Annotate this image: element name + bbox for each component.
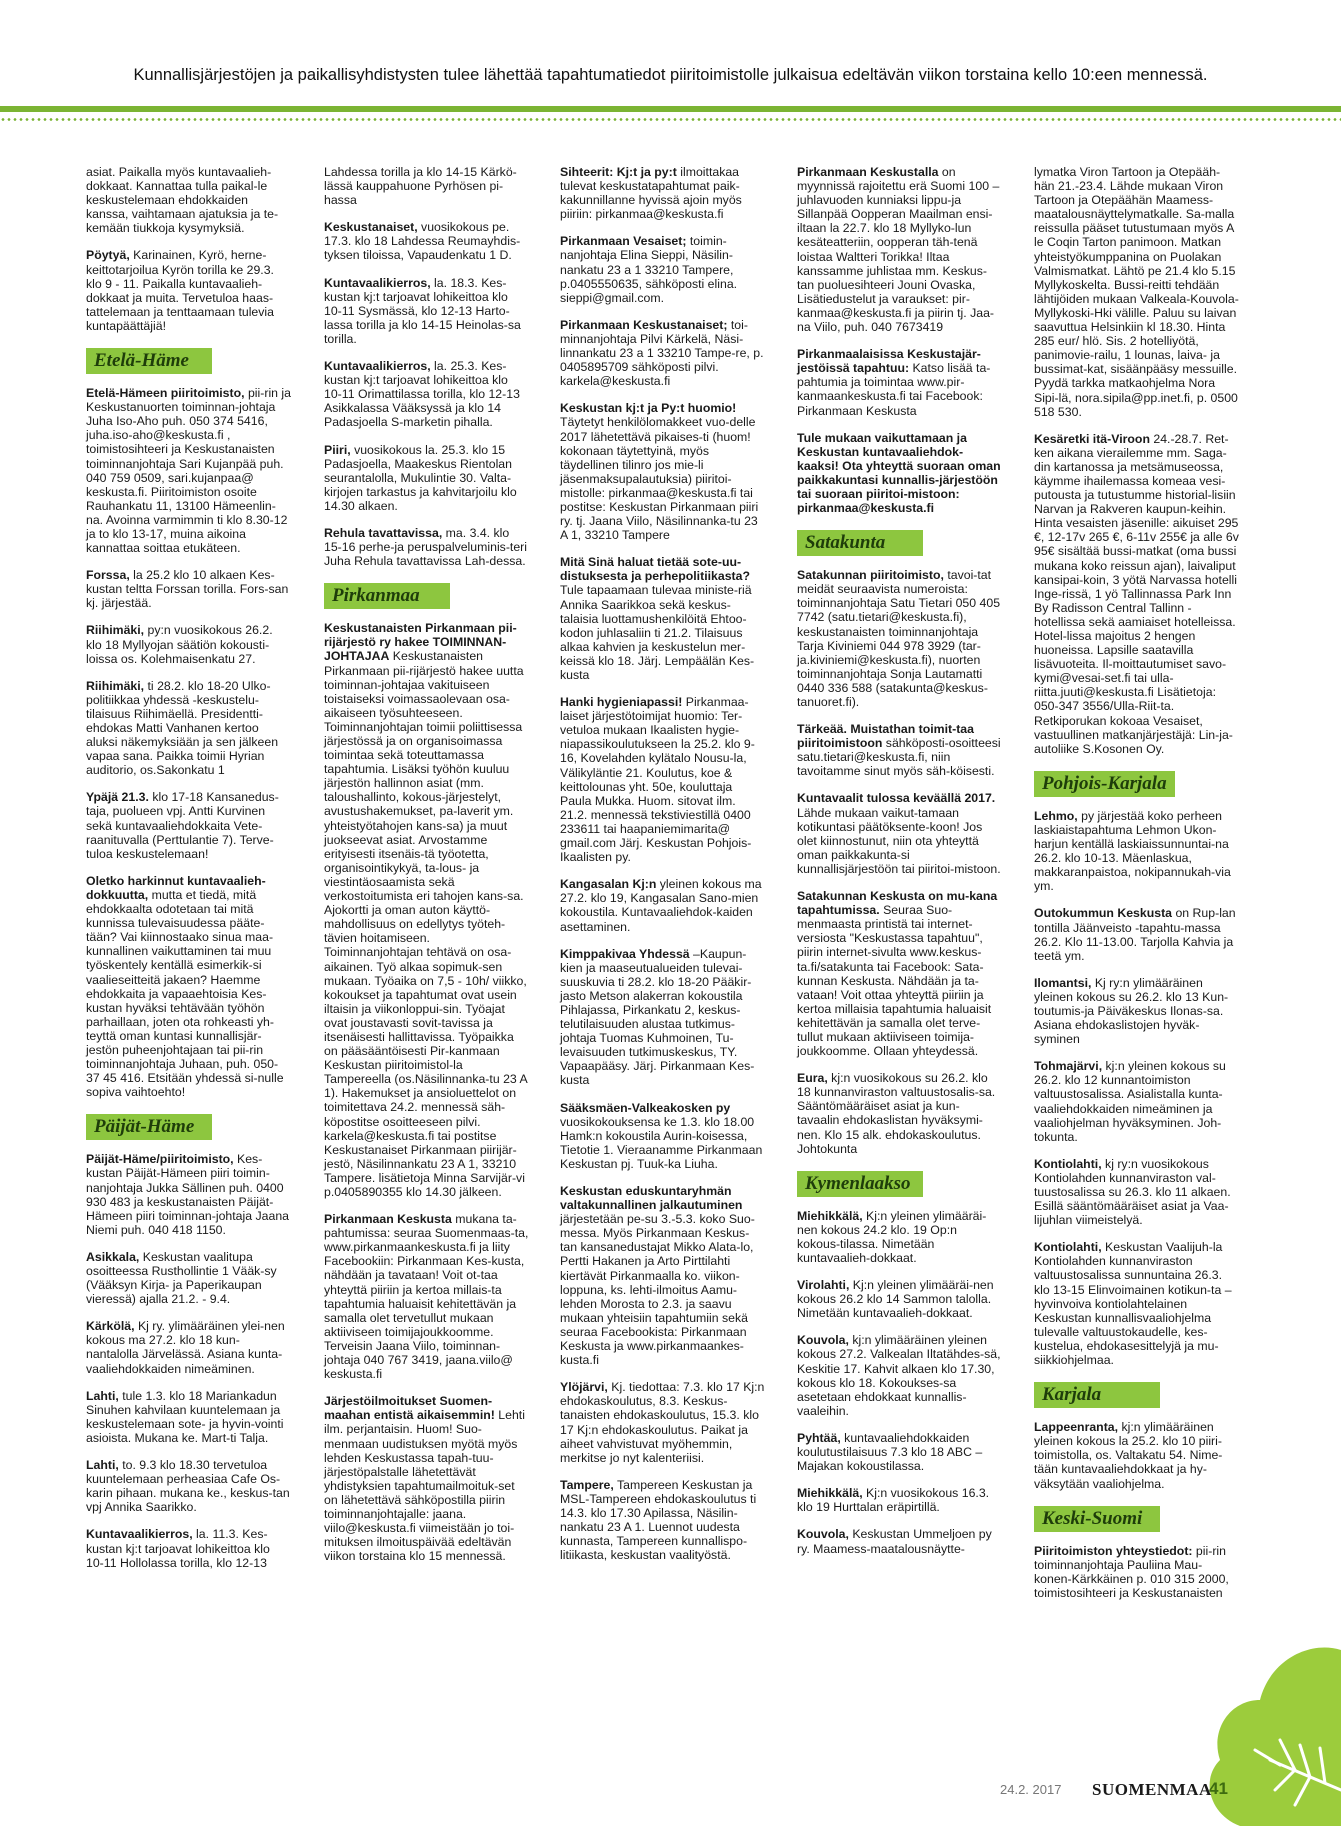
announcement-body: Tampereen Keskustan ja MSL-Tampereen ehdokaskoulutus ti 14.3. klo 17.30 Apilassa, Näsilin-nankatu 23 A 1. Luennot uudesta kunnasta, Tampereen kunnallispo-litiikasta, keskustan vaalityöstä. — [560, 1477, 757, 1563]
announcement-item — [797, 791, 1002, 876]
announcement-item — [324, 165, 529, 207]
announcement-item — [1034, 1059, 1239, 1144]
announcement-body: vuosikokous pe. 17.3. klo 18 Lahdessa Reumayhdis-tyksen tiloissa, Vapaudenkatu 1 D. — [324, 220, 521, 263]
announcement-lead: Satakunnan Keskusta on mu-kana tapahtumissa. — [797, 889, 998, 918]
announcement-body: Kj ry:n ylimääräinen yleinen kokous su 26.2. klo 13 Kun-toutumis-ja Päiväkeskus Ilonas-sa. Asiana ehdokaslistojen hyväk-syminen — [1034, 975, 1229, 1047]
announcement-lead: Eura, — [797, 1071, 828, 1086]
dotted-rule — [0, 118, 1341, 121]
announcement-body: 24.-28.7. Ret-ken aikana vierailemme mm. Saga-din kartanossa ja metsämuseossa, käymme ihailemassa komeaa vesi-putousta ja tutustumme historial-lisiin Narvan ja Rakveren kaupun-keihin. Hinta vesaisten jäsenille: aikuiset 295 €, 12-17v 265 €, 6-11v 255€ ja alle 6v 95€ sisältää bussi-matkat (oma bussi mukana koko reissun ajan), laivaliput kansipai-koin, 3 yötä Narvassa hotelli Inge-rissä, 1 yö Tallinnassa Park Inn By Radisson Central Tallinn -hotellissa sekä aamiaiset hotelleissa. Hotel-lissa majoitus 2 hengen huoneissa. Lapsille saatavilla lisävuoteita. Il-moittautumiset savo-kymi@vesai-set.fi tai ulla-riitta.juuti@keskusta.fi Lisätietoja: 050-347 3556/Ulla-Riit-ta. Retkiporukan kokoaa Vesaiset, vastuullinen matkanjärjestäjä: Lin-ja-autoliike S.Kosonen Oy. — [1034, 431, 1239, 756]
announcement-body: Kes-kustan Päijät-Hämeen piiri toimin-nanjohtaja Jukka Sällinen puh. 0400 930 483 ja keskustanaisten Päijät-Hämeen piiri toiminnan-johtaja Jaana Niemi puh. 040 418 1150. — [86, 1152, 290, 1237]
magazine-brand: SUOMENMAA — [1092, 1780, 1212, 1799]
announcement-item — [560, 1184, 765, 1367]
region-heading: Pirkanmaa — [324, 583, 450, 609]
announcement-lead: Tärkeää. Muistathan toimit-taa piiritoimistoon — [797, 722, 974, 751]
column-2 — [324, 165, 529, 1576]
announcement-lead: Riihimäki, — [86, 678, 145, 693]
column-3 — [560, 165, 765, 1575]
announcement-item — [86, 874, 291, 1100]
announcement-body: Täytetyt henkilölomakkeet vuo-delle 2017 lähetettävä pikaises-ti (huom! kokonaan täytettyinä, myös täydellinen tilinro jos mie-li jäsenmaksupalautuksia) piiritoi-mistolle: pirkanmaa@keskusta.fi tai postitse: Keskustan Pirkanmaan piiri ry. tj. Jaana Viilo, Näsilinnanka-tu 23 A 1, 33210 Tampere — [560, 415, 759, 543]
article-columns — [0, 165, 1341, 1715]
announcement-body: kuntavaaliehdokkaiden koulutustilaisuus 7.3 klo 18 ABC – Majakan kokoustilassa. — [797, 1430, 983, 1474]
announcement-lead: Satakunnan piiritoimisto, — [797, 568, 944, 583]
announcement-lead: Etelä-Hämeen piiritoimisto, — [86, 386, 245, 401]
announcement-item — [86, 248, 291, 333]
announcement-body: kj:n vuosikokous su 26.2. klo 18 kunnanviraston valtuustosalis-sa. Sääntömääräiset asiat ja kun-tavaalin ehdokaslistan hyväksymi-nen. Klo 15 alk. ehdokaskoulutus. Johtokunta — [797, 1071, 996, 1156]
announcement-body: la 25.2 klo 10 alkaen Kes-kustan teltta Forssan torilla. Fors-san kj. järjestää. — [86, 568, 289, 611]
announcement-lead: Ilomantsi, — [1034, 975, 1092, 990]
announcement-lead: Sihteerit: Kj:t ja py:t — [560, 165, 677, 179]
announcement-item — [86, 1250, 291, 1306]
announcement-body: vuosikokouksensa ke 1.3. klo 18.00 Hamk:n kokoustila Aurin-koisessa, Tietotie 1. Vieraanamme Pirkanmaan Keskustan pj. Tuuk-ka Liuha. — [560, 1114, 763, 1171]
announcement-body: la. 11.3. Kes-kustan kj:t tarjoavat lohikeittoa klo 10-11 Hollolassa torilla, klo 12-13 — [86, 1527, 270, 1570]
announcement-body: Keskustan Ummeljoen py ry. Maamess-maatalousnäytte- — [797, 1527, 992, 1556]
region-heading: Karjala — [1034, 1382, 1160, 1408]
announcement-lead: Pöytyä, — [86, 248, 130, 263]
announcement-body: on myynnissä rajoitettu erä Suomi 100 –juhlavuoden kunniaksi lippu-ja Sillanpää Oopperan Maailman ensi-iltaan la 22.7. klo 18 Myllyko-lun kesäteatteriin, oopperan täh-tenä loistaa Waltteri Torikka! Iltaa kanssamme juhlistaa mm. Keskus-tan puoluesihteeri Jouni Ovaska, Lisätiedustelut ja varaukset: pir-kanmaa@keskusta.fi ja piirin tj. Jaa-na Viilo, puh. 040 7673419 — [797, 165, 1000, 335]
announcement-item — [324, 276, 529, 346]
column-4 — [797, 165, 1002, 1569]
announcement-item — [86, 165, 291, 235]
announcement-item — [324, 1394, 529, 1563]
region-heading: Pohjois-Karjala — [1034, 771, 1175, 797]
announcement-body: ma. 3.4. klo 15-16 perhe-ja peruspalveluminis-teri Juha Rehula tavattavissa Lah-dessa. — [324, 525, 528, 569]
announcement-lead: Järjestöilmoitukset Suomen-maahan entistä aikaisemmin! — [324, 1394, 495, 1423]
announcement-body: mukana ta-pahtumissa: seuraa Suomenmaas-ta, www.pirkanmaankeskusta.fi ja liity Facebookiin: Pirkanmaan Kes-kusta, nähdään ja tavataan! Voit ot-taa yhteyttä piiriin ja kertoa millais-ta tapahtumia haluaisit kehitettävän ja samalla olet tervetullut mukaan aktiiviseen toimijajoukkoomme. Terveisin Jaana Viilo, toiminnan-johtaja 040 767 3419, jaana.viilo@ keskusta.fi — [324, 1212, 529, 1382]
announcement-body: Kj:n vuosikokous 16.3. klo 19 Hurttalan eräpirtillä. — [797, 1486, 990, 1515]
announcement-lead: Miehikkälä, — [797, 1208, 863, 1223]
announcement-item — [560, 555, 765, 682]
announcement-lead: Rehula tavattavissa, — [324, 525, 443, 540]
region-heading: Keski-Suomi — [1034, 1506, 1160, 1532]
announcement-lead: Ylöjärvi, — [560, 1380, 608, 1395]
announcement-body: Seuraa Suo-menmaasta printistä tai internet-versiosta "Keskustassa tapahtuu", piirin internet-sivulta www.keskus-ta.fi/satakunta tai Facebook: Sata-kunnan Keskusta. Nähdään ja ta-vataan! Voit ottaa yhteyttä piiriin ja kertoa millaisia tapahtumia haluaisit kehitettävän ja samalla olet terve-tullut mukaan aktiiviseen toimija-joukkoomme. Ollaan yhteydessä. — [797, 903, 992, 1059]
announcement-body: Lahdessa torilla ja klo 14-15 Kärkö-lässä kauppahuone Pyrhösen pi-hassa — [324, 165, 517, 208]
announcement-item — [1034, 432, 1239, 756]
announcement-lead: Keskustanaisten Pirkanmaan pii-rijärjestö ry hakee TOIMINNAN-JOHTAJAA — [324, 621, 517, 664]
region-heading: Satakunta — [797, 530, 923, 556]
announcement-lead: Hanki hygieniapassi! — [560, 695, 683, 710]
announcement-item — [86, 1527, 291, 1569]
announcement-lead: Keskustan kj:t ja Py:t huomio! — [560, 401, 737, 416]
announcement-lead: Piiritoimiston yhteystiedot: — [1034, 1543, 1193, 1558]
announcement-lead: Keskustan eduskuntaryhmän valtakunnallinen jalkautuminen — [560, 1184, 743, 1213]
announcement-item — [797, 1278, 1002, 1320]
announcement-body: mutta et tiedä, mitä ehdokkaalta odotetaan tai mitä kunnissa tulevaisuudessa pääte-tään? Vai kiinnostaako sinua maa-kunnallinen vaikuttaminen tai muu työskentely kentällä esimerkik-si vaalieseitteitä jakaen? Haemme ehdokkaita ja vapaaehtoisia Kes-kustan hyväksi tehtävään työhön parhaillaan, joten ota rohkeasti yh-teyttä oman kuntasi kunnallisjär-jestön puheenjohtajaan tai pii-rin toiminnanjohtaja Juhaan, puh. 050-37 45 416. Etsitään yhdessä si-nulle sopiva vaihtoehto! — [86, 887, 284, 1100]
page-number: 41 — [1209, 1779, 1228, 1798]
announcement-lead: Sääksmäen-Valkeakosken py — [560, 1100, 731, 1115]
announcement-item — [1034, 1544, 1239, 1600]
announcement-item — [1034, 906, 1239, 962]
announcement-item — [560, 695, 765, 864]
announcement-lead: Asikkala, — [86, 1249, 140, 1264]
announcement-item — [86, 679, 291, 778]
announcement-body: Tule tapaamaan tulevaa ministe-riä Annika Saarikkoa sekä keskus-talaisia luottamushenkilöitä Ehtoo-kodon juhlasaliin ti 21.2. Tilaisuus alkaa kahvien ja keskustelun mer-keissä klo 18. Järj. Lempäälän Kes-kusta — [560, 583, 755, 682]
announcement-body: Karinainen, Kyrö, herne-keittotarjoilua Kyrön torilla ke 29.3. klo 9 - 11. Paikalla kuntavaalieh-dokkaat ja muita. Tervetuloa haas-tattelemaan ja tenttaamaan tulevia kuntapäättäjiä! — [86, 248, 274, 333]
announcement-item — [560, 401, 765, 542]
announcement-lead: Pirkanmaan Keskustalla — [797, 165, 939, 179]
announcement-lead: Kontiolahti, — [1034, 1240, 1102, 1255]
announcement-item — [86, 1389, 291, 1445]
announcement-lead: Forssa, — [86, 568, 130, 583]
announcement-body: järjestetään pe-su 3.-5.3. koko Suo-messa. Myös Pirkanmaan Keskus-tan kansanedustajat Mikko Alata-lo, Pertti Hakanen ja Arto Pirttilahti kiertävät Pirkanmaalla ko. viikon-loppuna, ks. lehti-ilmoitus Aamu-lehden Morosta to 2.3. ja saavu mukaan yhteisiin tapahtumiin sekä seuraa Facebookista: Pirkanmaan Keskusta ja www.pirkanmaankes-kusta.fi — [560, 1212, 755, 1368]
announcement-lead: Päijät-Häme/piiritoimisto, — [86, 1152, 234, 1167]
announcement-lead: Kouvola, — [797, 1333, 849, 1348]
announcement-lead: Oletko harkinnut kuntavaalieh-dokkuutta, — [86, 873, 266, 902]
announcement-body: kj ry:n vuosikokous Kontiolahden kunnanviraston val-tuustosalissa su 26.3. klo 11 alkaen. Esillä sääntömääräiset asiat ja Vaa-lijuhlan viimeistelyä. — [1034, 1156, 1231, 1228]
announcement-item — [797, 1486, 1002, 1514]
announcement-body: vuosikokous la. 25.3. klo 15 Padasjoella, Maakeskus Rientolan seurantalolla, Mukulintie 30. Valta-kirjojen tarkastus ja kahvitarjoilu klo 14.30 alkaen. — [324, 442, 517, 513]
column-1 — [86, 165, 291, 1583]
announcement-item — [86, 1319, 291, 1375]
announcement-body: Kj:n yleinen ylimääräi-nen kokous 24.2 klo. 19 Op:n kokous-tilassa. Nimetään kuntavaalieh-dokkaat. — [797, 1208, 987, 1265]
announcement-item — [797, 165, 1002, 334]
announcement-item — [797, 431, 1002, 516]
announcement-item — [324, 220, 529, 262]
announcement-lead: Pirkanmaalaisissa Keskustajär-jestöissä tapahtuu: — [797, 347, 981, 376]
announcement-item — [560, 1380, 765, 1465]
announcement-body: Pirkanmaa-laiset järjestötoimijat huomio: Ter-vetuloa mukaan Ikaalisten hygie-niapassikoulutukseen la 25.2. klo 9-16, Kovelahden kylätalo Nousu-la, Välikyläntie 21. Koulutus, koe & keittolounas yht. 50e, kouluttaja Paula Mukka. Huom. sitovat ilm. 21.2. mennessä tekstiviestillä 0400 233611 tai haapaniemimarita@ gmail.com Järj. Keskustan Pohjois-Ikaalisten py. — [560, 695, 755, 865]
announcement-body: py:n vuosikokous 26.2. klo 18 Myllyojan säätiön kokousti-loissa os. Kolehmaisenkatu 27. — [86, 623, 273, 666]
announcement-lead: Ypäjä 21.3. — [86, 790, 149, 805]
announcement-lead: Lehmo, — [1034, 808, 1078, 823]
announcement-body: py järjestää koko perheen laskiaistapahtuma Lehmon Ukon-harjun kentällä laskiaissunnuntai-na 26.2. klo 10-13. Mäenlaskua, makkaranpaistoa, nokipannukah-via ym. — [1034, 808, 1231, 894]
announcement-body: tavoi-tat meidät seuraavista numeroista: toiminnanjohtaja Satu Tietari 050 405 7742 (satu.tietari@keskusta.fi), keskustanaisten toiminnanjohtaja Tarja Kiviniemi 044 978 3929 (tar-ja.kiviniemi@keskusta.fi), nuorten toiminnanjohtaja Sonja Lautamatti 0440 336 588 (satakunta@keskus-tanuoret.fi). — [797, 568, 1001, 709]
column-5 — [1034, 165, 1239, 1613]
announcement-body: Lehti ilm. perjantaisin. Huom! Suo-menmaan uudistuksen myötä myös lehden Keskustassa tapah-tuu-järjestöpalstalle lähetettävät yhdistyksien tapahtumailmoituk-set on lähetettävä sähköpostilla piirin toiminnanjohtajalle: jaana. viilo@keskusta.fi viimeistään jo toi-mituksen ilmoituspäivää edeltävän viikon torstaina klo 15 mennessä. — [324, 1408, 525, 1564]
announcement-body: kj:n yleinen kokous su 26.2. klo 12 kunnantoimiston valtuustosalissa. Asialistalla kunta-vaaliehdokkaiden nimeäminen ja vaaliohjelman hyväksyminen. Joh-tokunta. — [1034, 1059, 1226, 1144]
announcement-lead: Tule mukaan vaikuttamaan ja Keskustan kuntavaaliehdok-kaaksi! Ota yhteyttä suoraan oman paikkakuntasi kunnallis-järjestöön tai suoraan piiritoi-mistoon: pirkanmaa@keskusta.fi — [797, 430, 1001, 516]
announcement-body: lymatka Viron Tartoon ja Otepääh-hän 21.-23.4. Lähde mukaan Viron Tartoon ja Otepäähän Maamess-maatalousnäyttelymatkalle. Sa-malla reissulla pääset tutustumaan myös A le Coqin Tarton panimoon. Matkan yhteistyökumppanina on Puolakan Valmismatkat. Lähtö pe 21.4 klo 5.15 Myllykoskelta. Bussi-reitti tehdään lähtijöiden mukaan Valkeala-Kouvola-Myllykoski-Hki välille. Paluu su laivan saavuttua Helsinkiin kl 18.30. Hinta 285 eur/ hlö. Sis. 2 hotelliyötä, panimovie-railu, 1 lounas, laiva- ja bussimat-kat, sisäänpääsy messuille. Pyydä tarkka matkaohjelma Nora Sipi-lä, nora.sipila@pp.inet.fi, p. 0500 518 530. — [1034, 165, 1239, 419]
announcement-lead: Pyhtää, — [797, 1430, 841, 1445]
announcement-body: klo 17-18 Kansanedus-taja, puolueen vpj. Antti Kurvinen sekä kuntavaaliehdokkaita Vete-raanituvalla (Perttulantie 7). Terve-tuloa keskustelemaan! — [86, 790, 279, 861]
announcement-body: –Kaupun-kien ja maaseutualueiden tulevai-suuskuvia ti 28.2. klo 18-20 Pääkir-jasto Metson alakerran kokoustila Pihlajassa, Pirkankatu 2, keskus-telutilaisuuden alustaa tutkimus-johtaja Tuomas Kuhmoinen, Tu-levaisuuden tutkimuskeskus, TY. Vapaapääsy. Järj. Pirkanmaan Kes-kusta — [560, 946, 755, 1088]
top-notice: Kunnallisjärjestöjen ja paikallisyhdistysten tulee lähettää tapahtumatiedot piiritoimistolle julkaisua edeltävän viikon torstaina kello 10:een mennessä. — [133, 66, 1208, 84]
announcement-item — [560, 234, 765, 304]
announcement-lead: Outokummun Keskusta — [1034, 906, 1173, 921]
announcement-body: tule 1.3. klo 18 Mariankadun Sinuhen kahvilaan kuuntelemaan ja keskustelemaan sote- ja hyvin-vointi asioista. Mukana ke. Mart-ti Talja. — [86, 1388, 284, 1445]
announcement-lead: Kuntavaalikierros, — [324, 275, 431, 290]
announcement-body: toimin-nanjohtaja Elina Sieppi, Näsilin-nankatu 23 a 1 33210 Tampere, p.0405550635, sähköposti elina. sieppi@gmail.com. — [560, 234, 738, 305]
announcement-item — [797, 722, 1002, 778]
green-rule — [0, 106, 1341, 112]
announcement-item — [560, 318, 765, 388]
announcement-item — [86, 623, 291, 665]
announcement-item — [797, 1333, 1002, 1418]
announcement-item — [1034, 809, 1239, 894]
announcement-item — [324, 526, 529, 568]
announcement-lead: Kuntavaalit tulossa keväällä 2017. — [797, 791, 996, 806]
announcement-lead: Kontiolahti, — [1034, 1156, 1102, 1171]
announcement-lead: Kouvola, — [797, 1527, 849, 1542]
announcement-body: sähköposti-osoitteesi satu.tietari@keskusta.fi, niin tavoitamme sinut myös säh-köisesti. — [797, 736, 1001, 779]
announcement-lead: Kuntavaalikierros, — [324, 359, 431, 374]
announcement-item — [560, 877, 765, 933]
announcement-item — [797, 347, 1002, 417]
announcement-lead: Pirkanmaan Vesaiset; — [560, 234, 687, 249]
region-heading: Etelä-Häme — [86, 348, 212, 374]
announcement-lead: Miehikkälä, — [797, 1486, 863, 1501]
announcement-body: to. 9.3 klo 18.30 tervetuloa kuuntelemaan perheasiaa Cafe Os-karin pihaan. mukana ke., keskus-tan vpj Annika Saarikko. — [86, 1458, 290, 1515]
announcement-lead: Tampere, — [560, 1477, 614, 1492]
announcement-item — [560, 165, 765, 221]
announcement-body: kj:n ylimääräinen yleinen kokous la 25.2. klo 10 piiri-toimistolla, os. Valtakatu 54. Nime-tään kuntavaaliehdokkaat ja hy-väksytään vaaliohjelma. — [1034, 1420, 1223, 1491]
announcement-item — [86, 1458, 291, 1514]
announcement-body: toi-minnanjohtaja Pilvi Kärkelä, Näsi-linnankatu 23 a 1 33210 Tampe-re, p. 0405895709 sähköposti pilvi. karkela@keskusta.fi — [560, 317, 764, 389]
announcement-body: asiat. Paikalla myös kuntavaalieh-dokkaat. Kannattaa tulla paikal-le keskustelemaan ehdokkaiden kanssa, vaihtamaan ajatuksia ja te-kemään tiukkoja kysymyksiä. — [86, 165, 279, 236]
region-heading: Päijät-Häme — [86, 1114, 212, 1140]
announcement-body: Kj ry. ylimääräinen ylei-nen kokous ma 27.2. klo 18 kun-nantalolla Järvelässä. Asiana kunta-vaaliehdokkaiden nimeäminen. — [86, 1319, 285, 1376]
announcement-lead: Kuntavaalikierros, — [86, 1527, 193, 1542]
announcement-body: la. 25.3. Kes-kustan kj:t tarjoavat lohikeittoa klo 10-11 Orimattilassa torilla, klo 12-13 Asikkalassa Vääksyssä ja klo 14 Padasjoella S-marketin pihalla. — [324, 359, 520, 430]
announcement-body: Keskustanaisten Pirkanmaan pii-rijärjestö hakee uutta toiminnan-johtajaa vakituiseen toistaiseksi voimassaolevaan osa-aikaiseen työsuhteeseen. Toiminnanjohtajan toimii poliittisessa järjestössä ja on organisoimassa toimintaa sekä toteuttamassa tapahtumia. Lisäksi työhön kuuluu järjestön hallinnon asiat (mm. taloushallinto, kokous-järjestelyt, avustushakemukset, pa-laverit ym. yhteistyötahojen kans-sa) ja muut juokseevat asiat. Arvostamme erityisesti itsenäis-tä työotetta, organisointikykyä, ta-lous- ja viestintäosaamista sekä verkostoitumista eri tahojen kans-sa. Ajokortti ja oman auton käyttö-mahdollisuus on edellytys työteh-tävien hoitamiseen. Toiminnanjohtajan tehtävä on osa-aikainen. Työ alkaa sopimuk-sen mukaan. Työaika on 7,5 - 10h/ viikko, kokoukset ja tapahtumat ovat usein iltaisin ja viikonloppui-sin. Työajat ovat joustavasti sovit-tavissa ja itsenäisesti hallittavissa. Työpaikka on pääsääntöisesti Pir-kanmaan Keskustan piiritoimistol-la Tampereella (os.Näsilinnanka-tu 23 A 1). Hakemukset ja ansioluettelot on toimitettava 24.2. mennessä säh-köpostitse osoitteeseen pilvi. karkela@keskusta.fi tai postitse Keskustanaiset Pirkanmaan piirijär-jestö, Näsilinnankatu 23 A 1, 33210 Tampere. lisätietoja Minna Sarvijär-vi p.0405890355 klo 14.30 jälkeen. — [324, 649, 528, 1199]
announcement-body: Kj. tiedottaa: 7.3. klo 17 Kj:n ehdokaskoulutus, 8.3. Keskus-tanaisten ehdokaskoulutus, 15.3. klo 17 Kj:n ehdokaskoulutus. Paikat ja aiheet vahvistuvat myöhemmin, merkitse jo nyt kalenteriisi. — [560, 1380, 765, 1465]
announcement-body: Keskustan Vaalijuh-la Kontiolahden kunnanviraston valtuustosalissa sunnuntaina 26.3. klo 13-15 Elinvoimainen kotikun-ta – hyvinvoiva kontiolahtelainen Keskustan kunnallisvaaliohjelma tulevalle valtuustokaudelle, kes-kustelua, ehdokasesittelyjä ja mu-siikkiohjelmaa. — [1034, 1240, 1232, 1368]
announcement-item — [797, 568, 1002, 709]
announcement-body: la. 18.3. Kes-kustan kj:t tarjoavat lohikeittoa klo 10-11 Sysmässä, klo 12-13 Harto-lassa torilla ja klo 14-15 Heinolas-sa torilla. — [324, 275, 521, 346]
announcement-body: Lähde mukaan vaikut-tamaan kotikuntasi päätöksente-koon! Jos olet kiinnostunut, niin ota yhteyttä oman paikkakunta-si kunnallisjärjestöön tai piiritoi-mistoon. — [797, 805, 1001, 876]
announcement-item — [797, 1209, 1002, 1265]
announcement-item — [1034, 1420, 1239, 1490]
announcement-body: Katso lisää ta-pahtumia ja toimintaa www.pir-kanmaankeskusta.fi tai Facebook: Pirkanmaan Keskusta — [797, 361, 991, 418]
announcement-lead: Keskustanaiset, — [324, 220, 418, 235]
announcement-body: Keskustan vaalitupa osoitteessa Rusthollintie 1 Vääk-sy (Vääksyn Kirja- ja Paperikaupan vieressä) ajalla 21.2. - 9.4. — [86, 1249, 277, 1307]
announcement-body: yleinen kokous ma 27.2. klo 19, Kangasalan Sano-mien kokoustila. Kuntavaaliehdok-kaiden asettaminen. — [560, 877, 762, 934]
announcement-lead: Kärkölä, — [86, 1319, 135, 1334]
announcement-lead: Tohmajärvi, — [1034, 1059, 1103, 1074]
announcement-lead: Piiri, — [324, 442, 351, 457]
announcement-body: pii-rin ja Keskustanuorten toiminnan-johtaja Juha Iso-Aho puh. 050 374 5416, juha.iso-aho@keskusta.fi , toimistosihteeri ja Keskustanaisten toiminnanjohtaja Sari Kujanpää puh. 040 759 0509, sari.kujanpaa@ keskusta.fi. Piiritoimiston osoite Rauhankatu 11, 13100 Hämeenlin-na. Avoinna varmimmin ti klo 8.30-12 ja to klo 13-17, muina aikoina kannattaa soittaa etukäteen. — [86, 386, 291, 556]
announcement-item — [560, 1101, 765, 1171]
announcement-lead: Lahti, — [86, 1388, 119, 1403]
announcement-lead: Lahti, — [86, 1458, 119, 1473]
announcement-lead: Kesäretki itä-Viroon — [1034, 431, 1150, 446]
announcement-body: on Rup-lan tontilla Jäänveisto -tapahtu-massa 26.2. Klo 11-13.00. Tarjolla Kahvia ja teetä ym. — [1034, 906, 1236, 963]
announcement-body: Kj:n yleinen ylimääräi-nen kokous 26.2 klo 14 Sammon talolla. Nimetään kuntavaalieh-dokkaat. — [797, 1278, 994, 1321]
announcement-item — [1034, 1157, 1239, 1227]
announcement-lead: Virolahti, — [797, 1278, 850, 1293]
announcement-item — [324, 443, 529, 513]
announcement-lead: Pirkanmaan Keskusta — [324, 1212, 452, 1227]
announcement-lead: Riihimäki, — [86, 623, 145, 638]
announcement-lead: Kimppakivaa Yhdessä — [560, 946, 690, 961]
announcement-item — [86, 790, 291, 860]
announcement-item — [86, 386, 291, 555]
announcement-lead: Lappeenranta, — [1034, 1420, 1119, 1435]
issue-date: 24.2. 2017 — [1000, 1782, 1062, 1797]
announcement-item — [1034, 165, 1239, 419]
announcement-body: kj:n ylimääräinen yleinen kokous 27.2. Valkealan Iltatähdes-sä, Keskitie 17. Kahvit alkaen klo 17.30, kokous klo 18. Kokoukses-sa asetetaan ehdokkaat kunnallis-vaaleihin. — [797, 1333, 1001, 1418]
region-heading: Kymenlaakso — [797, 1171, 923, 1197]
announcement-item — [560, 1478, 765, 1563]
announcement-item — [560, 947, 765, 1088]
announcement-item — [86, 1152, 291, 1237]
announcement-body: pii-rin toiminnanjohtaja Pauliina Mau-konen-Kärkkäinen p. 010 315 2000, toimistosihteeri ja Keskustanaisten — [1034, 1543, 1229, 1600]
announcement-item — [797, 1527, 1002, 1555]
announcement-item — [797, 1071, 1002, 1156]
announcement-body: ti 28.2. klo 18-20 Ulko-politiikkaa yhdessä -keskustelu-tilaisuus Riihimäellä. Presidentti-ehdokas Matti Vanhanen kertoo aluksi näkemyksiään ja sen jälkeen vapaa sana. Paikka toimii Hyrian auditorio, os.Sakonkatu 1 — [86, 678, 279, 778]
announcement-lead: Pirkanmaan Keskustanaiset; — [560, 317, 728, 332]
announcement-lead: Mitä Sinä haluat tietää sote-uu-distuksesta ja perhepolitiikasta? — [560, 555, 750, 584]
announcement-item — [797, 889, 1002, 1058]
announcement-item — [324, 1212, 529, 1381]
announcement-item — [1034, 1240, 1239, 1367]
announcement-body: ilmoittakaa tulevat keskustatapahtumat paik-kakunnillanne hyvissä ajoin myös piiriin: pirkanmaa@keskusta.fi — [560, 165, 742, 222]
announcement-lead: Kangasalan Kj:n — [560, 877, 657, 892]
announcement-item — [86, 568, 291, 610]
announcement-item — [797, 1431, 1002, 1473]
announcement-item — [1034, 976, 1239, 1046]
announcement-item — [324, 359, 529, 429]
announcement-item — [324, 621, 529, 1199]
